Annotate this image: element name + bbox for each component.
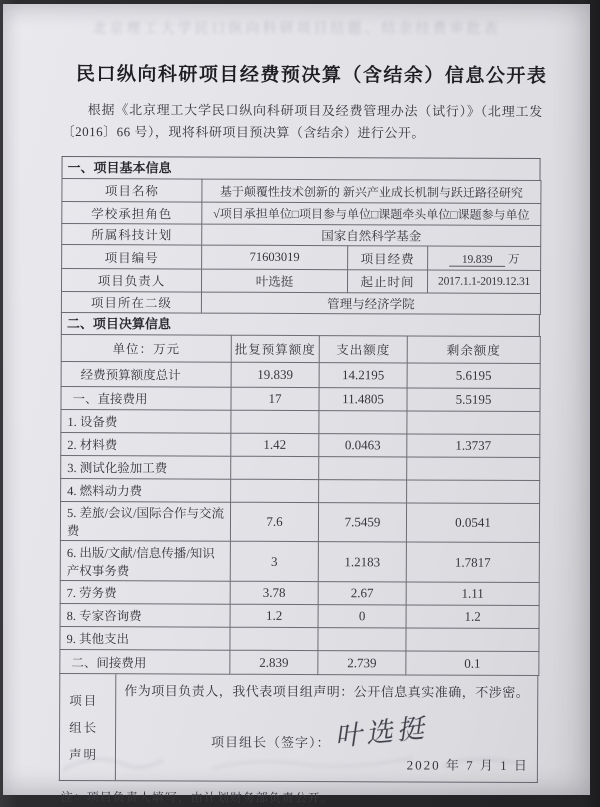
col-remaining: 剩余额度: [407, 336, 540, 364]
declaration-label-line: 组长: [69, 720, 99, 736]
budget-row-other: 9. 其他支出: [60, 626, 539, 651]
budget-row-total: 经费预算额度总计 19.839 14.2195 5.6195: [61, 361, 540, 388]
declaration-label: [60, 674, 116, 780]
declaration-block: [59, 674, 538, 783]
school-role-label: 学校承担角色: [62, 201, 202, 224]
funds-unit: 万: [508, 253, 520, 266]
department-value: 管理与经济学院: [201, 292, 540, 314]
school-role-value: √项目承担单位□项目参与单位□课题牵头单位□课题参与单位: [202, 202, 541, 225]
intro-paragraph: 根据《北京理工大学民口纵向科研项目及经费管理办法（试行）》（北理工发〔2016〕66 号），现将科研项目预决算（含结余）进行公开。: [61, 102, 543, 141]
budget-row-fuel: 4. 燃料动力费: [61, 478, 540, 503]
paper-sheet: [3, 4, 590, 806]
program-value: 国家自然科学基金: [202, 224, 541, 246]
budget-row-testing: 3. 测试化验加工费: [61, 455, 540, 480]
signature-handwriting: 叶选挺: [332, 712, 429, 752]
document-content: [59, 61, 548, 807]
signature-label: 项目组长（签字）：: [210, 734, 331, 751]
section-basic-info-title: 一、项目基本信息: [61, 156, 540, 180]
budget-row-indirect: 二、间接费用 2.839 2.739 0.1: [60, 649, 539, 675]
disclosure-form: [59, 156, 541, 783]
project-name-label: 项目名称: [62, 178, 202, 202]
declaration-label-line: 项目: [69, 693, 99, 709]
page-title: 民口纵向科研项目经费预决算（含结余）信息公开表: [75, 64, 548, 88]
budget-row-publication: 6. 出版/文献/信息传播/知识产权事务费 3 1.2183 1.7817: [60, 540, 539, 582]
budget-header-row: [61, 334, 540, 363]
program-label: 所属科技计划: [62, 223, 202, 245]
budget-table: [59, 334, 540, 676]
row-leader: [61, 268, 540, 293]
funds-value: [428, 246, 541, 270]
row-project-no: [62, 244, 541, 270]
declaration-label-line: 声明: [68, 747, 99, 763]
col-spent: 支出额度: [319, 336, 407, 363]
footnote: 注：项目负责人填写，由计划财务部负责公开。: [60, 789, 334, 806]
funds-amount: 19.839: [449, 253, 505, 266]
budget-row-consulting: 8. 专家咨询费 1.2 0 1.2: [60, 603, 539, 628]
budget-row-materials: 2. 材料费 1.42 0.0463 1.3737: [61, 432, 540, 457]
basic-info-table: [61, 178, 542, 315]
budget-row-equipment: 1. 设备费: [61, 409, 540, 434]
funds-label: 项目经费: [348, 246, 428, 270]
period-value: 2017.1.1-2019.12.31: [427, 270, 540, 293]
leader-label: 项目负责人: [61, 268, 201, 292]
declaration-body: [116, 674, 537, 782]
row-program: [62, 223, 541, 246]
project-no-value: 71603019: [202, 245, 348, 270]
section-budget-title: 二、项目决算信息: [61, 313, 540, 336]
declaration-statement: 作为项目负责人，我代表项目组声明：公开信息真实准确，不涉密。: [124, 683, 530, 700]
project-name-value: 基于颠覆性技术创新的 新兴产业成长机制与跃迁路径研究: [202, 179, 541, 203]
signature-row: [210, 712, 429, 756]
bleedthrough-text: 北京理工大学民口纵向科研项目结题、结余经费审批表: [92, 22, 501, 37]
leader-value: 叶选挺: [201, 269, 347, 293]
row-department: [61, 291, 540, 314]
department-label: 项目所在二级: [61, 291, 201, 313]
budget-row-travel: 5. 差旅/会议/国际合作与交流费 7.6 7.5459 0.0541: [60, 501, 539, 542]
budget-row-direct: 一、直接费用 17 11.4805 5.5195: [61, 386, 540, 411]
row-project-name: [62, 178, 541, 203]
row-school-role: [62, 201, 541, 225]
period-label: 起止时间: [347, 270, 427, 293]
project-no-label: 项目编号: [62, 244, 202, 269]
budget-row-labor: 7. 劳务费 3.78 2.67 1.11: [60, 580, 539, 605]
col-approved: 批复预算额度: [231, 335, 319, 362]
unit-header: 单位：万元: [61, 334, 231, 362]
signature-date: 2020 年 7 月 1 日: [406, 757, 529, 773]
